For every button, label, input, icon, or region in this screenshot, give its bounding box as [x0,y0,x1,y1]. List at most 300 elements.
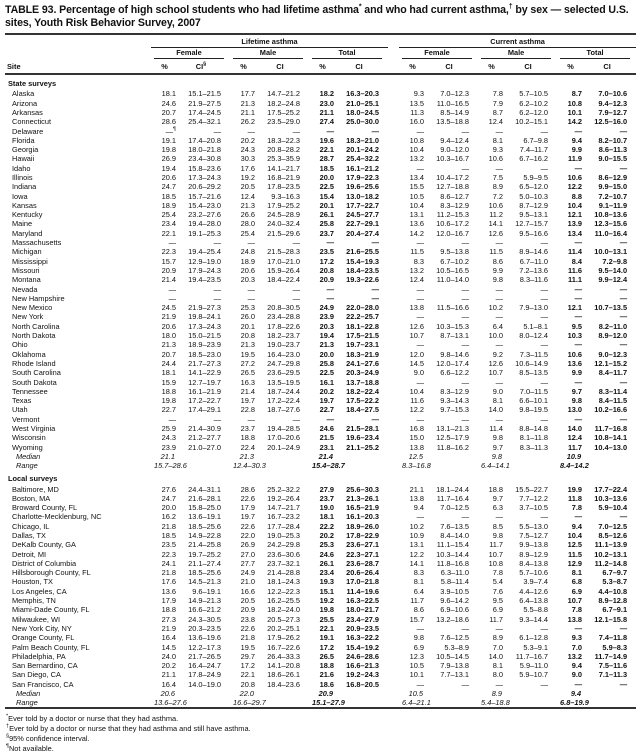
table-row [5,340,636,349]
percent-value: 10.7 [488,368,504,378]
current-total-header: Total [557,48,636,60]
column-spacer [388,559,399,568]
ci-value: 18.0–24.5 [346,107,380,117]
range-value: 12.4–30.3 [233,461,266,471]
percent-value: 19.0 [319,503,334,513]
ci-value: 14.5–21.3 [188,577,221,587]
percent-value: 23.1 [319,442,334,452]
ci-value: 8.9–14.6 [519,247,549,257]
ci-value: — [371,284,380,294]
column-spacer [388,164,399,173]
ci-value: 7.9–12.7 [598,107,628,117]
table-row [5,442,636,451]
percent-value: 26.9 [240,540,255,550]
ci-value: 23.6–30.6 [267,549,300,559]
range-value: 6.8–19.9 [560,698,589,708]
table-row [5,596,636,605]
percent-value: 24.6 [319,549,334,559]
ci-value: 19.1–25.3 [188,228,221,238]
table-row [5,173,636,182]
ci-value: 7.2–9.8 [602,256,628,266]
ci-value: — [213,284,221,294]
ci-value: 9.3–14.3 [440,396,470,406]
site-name: Baltimore, MD [12,484,59,494]
site-name: San Francisco, CA [12,679,74,689]
percent-value: 26.1 [319,558,334,568]
percent-value: 21.1 [161,670,176,680]
percent-value: 25.4 [240,228,255,238]
table-row [5,191,636,200]
percent-value: 26.5 [240,368,255,378]
percent-value: 26.2 [240,117,255,127]
percent-value: — [495,126,504,136]
ci-value: 15.4–23.0 [188,200,221,210]
summary-row-label: Range [16,698,38,708]
percent-value: 18.8 [488,484,504,494]
range-value: 8.3–16.8 [402,461,431,471]
percent-value: 13.6 [409,219,425,229]
percent-value: 14.0 [567,424,583,434]
ci-value: — [292,238,300,248]
percent-column-header: % [557,59,584,74]
percent-value: 8.3 [413,568,425,578]
ci-value: — [619,284,628,294]
ci-value: 19.0–23.7 [267,340,300,350]
percent-value: 12.6 [409,321,425,331]
ci-value: 18.5–25.6 [188,568,221,578]
percent-value: — [495,679,504,689]
ci-value: 5.3–9.1 [523,642,549,652]
percent-value: 13.6 [161,586,176,596]
percent-value: 16.1 [319,377,334,387]
percent-value: 13.4 [409,173,425,182]
ci-value: 17.7–22.4 [594,484,628,494]
percent-value: 19.5 [240,642,255,652]
percent-value: 21.5 [319,433,334,443]
ci-value: 18.0–21.8 [188,145,221,155]
ci-value: 11.8–16.2 [436,442,470,452]
ci-value: — [461,293,470,303]
percent-value: 22.1 [319,623,334,633]
ci-value: — [461,377,470,387]
summary-row [5,461,636,470]
ci-value: 17.3–24.3 [188,173,221,182]
percent-value: 8.6 [492,256,504,266]
percent-value: 18.5 [319,163,334,173]
percent-value: 11.5 [410,247,425,257]
asthma-prevalence-table [5,33,636,709]
ci-value: 16.1–21.2 [346,163,380,173]
percent-value: 27.0 [240,549,255,559]
median-value: 21.1 [160,451,175,461]
percent-value: 9.8 [492,530,504,540]
table-row [5,294,636,303]
ci-value: 11.2–15.3 [436,210,470,220]
table-row [5,405,636,414]
percent-value: 10.4 [409,386,425,396]
percent-value: — [247,414,255,424]
percent-value: 6.9 [413,642,425,652]
ci-value: — [371,126,380,136]
percent-value: — [574,340,583,350]
percent-value: 14.1 [409,558,425,568]
percent-value: 24.9 [319,303,334,313]
site-name: San Bernardino, CA [12,661,78,671]
percent-value: 10.5 [409,661,425,671]
ci-value: 9.1–11.9 [598,200,628,210]
percent-value: 20.9 [319,275,334,285]
ci-value: 17.2–22.7 [188,396,221,406]
ci-value: 5.9–11.0 [519,661,549,671]
table-row [5,266,636,275]
ci-value: — [619,414,628,424]
ci-value: — [619,623,628,633]
median-value: 10.9 [566,451,582,461]
percent-value: 18.5 [161,191,176,201]
ci-value: 21.6–25.5 [346,247,380,257]
ci-value: 24.1–27.6 [346,358,380,368]
percent-value: 21.3 [161,340,176,350]
percent-value: 25.8 [319,219,334,229]
column-spacer [388,405,399,414]
percent-value: 5.4 [492,577,504,587]
ci-value: 23.7–32.1 [267,558,300,568]
site-name: Los Angeles, CA [12,586,67,596]
percent-value: 9.0 [571,670,583,680]
column-spacer [388,698,399,708]
percent-value: 14.1 [488,219,504,229]
percent-value: 7.8 [571,503,583,513]
ci-value: 25.4–32.1 [188,117,221,127]
percent-value: — [495,293,504,303]
range-value: 16.6–29.7 [233,698,266,708]
ci-value: 17.0–21.8 [346,577,380,587]
site-name: Utah [12,405,28,415]
percent-value: — [574,679,583,689]
range-value: 6.4–14.1 [481,461,510,471]
percent-value: — [247,126,255,136]
column-spacer [388,670,399,679]
ci-value: 10.8–14.1 [594,433,628,443]
ci-value: — [619,312,628,322]
ci-value: 18.4–27.5 [346,405,380,415]
ci-value: 5.7–10.6 [519,568,549,578]
ci-value: 21.5–28.3 [267,247,300,257]
percent-value: — [495,340,504,350]
site-name: New Mexico [12,303,53,313]
ci-value: 7.7–12.2 [519,493,549,503]
column-spacer [388,350,399,359]
column-spacer [388,48,399,60]
percent-value: 19.4 [161,163,176,173]
percent-value: 13.1 [409,210,425,220]
ci-value: 6.7–9.7 [602,568,628,578]
ci-value: 8.4–11.5 [598,396,628,406]
footnote-marker: * [6,714,9,721]
percent-value: 26.1 [319,210,334,220]
ci-value: 23.6–28.7 [346,558,380,568]
site-name: Delaware [12,126,44,136]
ci-value: 7.0–12.3 [440,89,470,99]
column-spacer [388,191,399,200]
percent-value: 27.4 [319,117,334,127]
table-row [5,247,636,256]
ci-value: 9.9–15.0 [598,182,628,192]
table-row [5,605,636,614]
ci-value: 5.9–9.5 [523,173,549,182]
ci-value: 8.4–13.8 [519,558,549,568]
column-spacer [388,257,399,266]
percent-value: — [574,284,583,294]
percent-value: 10.8 [567,98,583,108]
percent-value: 9.4 [571,521,583,531]
ci-value: — [619,512,628,522]
ci-value: 22.2–25.7 [346,312,380,322]
ci-value: 7.9–13.8 [440,661,470,671]
ci-value: 14.1–21.7 [267,163,300,173]
ci-footnote-marker: § [203,61,207,68]
percent-value: 7.2 [492,191,504,201]
percent-value: 9.5 [571,321,583,331]
table-row [5,368,636,377]
percent-value: 21.1 [319,107,334,117]
percent-value: 11.3 [410,107,425,117]
percent-value: 21.8 [240,633,255,643]
percent-value: 7.8 [492,568,504,578]
site-name: Wisconsin [12,433,46,443]
percent-value: — [326,126,334,136]
lifetime-female-header: Female [151,48,230,60]
title-footnote-marker-dagger: † [508,3,513,11]
ci-value: — [371,414,380,424]
ci-value: 10.4–13.0 [594,442,628,452]
percent-value: 20.6 [161,173,176,182]
percent-value: 12.5 [567,540,583,550]
ci-value: 9.6–14.2 [440,596,470,606]
percent-value: 23.7 [319,228,334,238]
ci-value: 5.7–10.5 [519,89,549,99]
percent-value: 22.1 [319,145,334,155]
title-text: TABLE 93. Percentage of high school students who had lifetime asthma [5,4,359,16]
percent-value: — [495,284,504,294]
column-spacer [388,368,399,377]
percent-column-header: % [478,59,505,74]
percent-value: 16.6 [240,586,255,596]
ci-value: 25.6–30.3 [346,484,380,494]
ci-value: 8.7–12.9 [519,200,549,210]
table-row [5,433,636,442]
percent-value: 10.7 [409,331,425,341]
percent-value: 20.3 [240,275,255,285]
percent-value: — [416,512,425,522]
summary-row-label: Median [16,689,41,699]
percent-value: 10.6 [567,173,583,182]
table-row [5,424,636,433]
percent-value: — [495,163,504,173]
percent-value: — [326,293,334,303]
ci-value: 3.7–10.5 [519,503,549,513]
percent-value: 10.4 [409,145,425,155]
percent-value: 20.2 [319,530,334,540]
table-row [5,568,636,577]
percent-value: 11.2 [489,210,504,220]
ci-value: 14.9–21.3 [188,596,221,606]
percent-value: 17.9 [240,503,255,513]
site-name: Boston, MA [12,493,51,503]
column-spacer [388,522,399,531]
ci-value: 7.0–12.5 [598,521,628,531]
ci-value: 17.7–22.7 [346,200,380,210]
ci-value: 16.3–22.5 [346,596,380,606]
ci-value: 10.3–16.7 [436,154,470,164]
ci-value: 10.6–17.2 [436,219,470,229]
ci-value: 10.5–14.5 [436,651,470,661]
percent-value: 22.3 [161,247,176,257]
percent-value: — [574,312,583,322]
percent-value: 12.1 [567,210,583,220]
percent-value: 11.4 [568,247,583,257]
site-name: Georgia [12,145,39,155]
column-spacer [388,494,399,503]
percent-value: 22.0 [240,530,255,540]
ci-value: 9.5–13.8 [440,247,470,257]
percent-value: 11.5 [568,549,583,559]
percent-value: — [326,238,334,248]
ci-value: 8.4–11.7 [598,368,628,378]
ci-value: 15.5–22.7 [515,484,549,494]
ci-value: 6.9–10.6 [440,605,470,615]
percent-value: 13.2 [409,154,425,164]
percent-value: 21.0 [240,577,255,587]
ci-value: 21.5–28.1 [346,424,380,434]
percent-value: 12.1 [567,303,583,313]
percent-value: 19.8 [161,396,176,406]
percent-value: 11.4 [489,424,504,434]
current-male-header: Male [478,48,557,60]
percent-value: 24.6 [319,424,334,434]
percent-value: 9.8 [571,396,583,406]
percent-value: 19.3 [319,577,334,587]
percent-value: 19.9 [567,484,583,494]
table-row [5,89,636,98]
percent-value: 20.2 [319,386,334,396]
ci-value: 15.4–19.2 [346,642,380,652]
column-spacer [388,238,399,247]
ci-value: 8.1–11.8 [519,433,549,443]
table-row [5,577,636,586]
ci-value: 23.5–29.0 [267,117,300,127]
ci-value: 8.8–14.8 [519,424,549,434]
ci-value: — [213,293,221,303]
percent-value: 21.8 [161,521,176,531]
percent-value: 30.3 [240,154,255,164]
percent-value: — [574,414,583,424]
percent-value: — [416,293,425,303]
table-row [5,117,636,126]
ci-value: 9.6–19.1 [192,586,221,596]
ci-value: 10.5–16.5 [436,265,470,275]
percent-value: 12.4 [240,191,255,201]
ci-value: 18.9–23.9 [188,340,221,350]
footnote: *Ever told by a doctor or nurse that they had asthma. [6,714,179,724]
percent-value: 13.0 [567,405,583,415]
ci-value: 9.5–13.1 [519,210,549,220]
ci-value: 14.7–21.7 [267,503,300,513]
ci-value: 6.3–11.0 [440,568,470,578]
table-row [5,559,636,568]
percent-value: 22.5 [319,368,334,378]
site-name: West Virginia [12,424,56,434]
percent-value: 23.8 [240,614,255,624]
ci-value: 18.3–21.9 [346,349,380,359]
ci-value: 19.4–23.5 [188,275,221,285]
ci-value: 20.8–28.2 [267,145,300,155]
ci-value: 4.4–12.6 [519,586,549,596]
percent-value: 18.6 [319,679,334,689]
ci-value: 18.2–23.7 [267,331,300,341]
ci-value: 10.2–15.1 [515,117,549,127]
ci-value: 10.2–16.6 [594,405,628,415]
table-row [5,126,636,135]
ci-value: 8.9–12.9 [519,549,549,559]
percent-value: 13.2 [409,265,425,275]
percent-value: 21.3 [240,200,255,210]
ci-value: 22.0–28.0 [346,303,380,313]
ci-value: 16.7–22.6 [267,642,300,652]
site-name: Vermont [12,414,40,424]
footnote-marker: † [6,723,10,730]
percent-value: 15.9 [161,377,176,387]
percent-column-header: % [151,59,178,74]
percent-value: 21.6 [319,670,334,680]
percent-value: 7.8 [571,605,583,615]
percent-value: 18.8 [161,386,176,396]
percent-value: 24.3 [161,433,176,443]
percent-value: 21.4 [240,386,255,396]
ci-value: 7.4–11.8 [598,633,628,643]
site-name: Hawaii [12,154,35,164]
ci-value: 10.3–14.4 [436,549,470,559]
percent-value: 16.8 [409,424,425,434]
ci-value: 19.6–23.4 [346,433,380,443]
ci-value: 18.2–22.4 [346,386,380,396]
percent-value: 10.9 [409,530,425,540]
ci-value: — [461,238,470,248]
ci-value: 24.2–29.8 [267,540,300,550]
ci-value: 6.2–10.2 [519,98,549,108]
column-spacer [388,415,399,424]
site-name: Charlotte-Mecklenburg, NC [12,512,102,522]
site-name: Wyoming [12,442,43,452]
percent-value: — [247,284,255,294]
ci-value: 18.3–21.0 [346,135,380,145]
ci-value: 14.7–21.2 [267,89,300,99]
table-row [5,145,636,154]
ci-value: — [619,238,628,248]
percent-value: 11.7 [410,596,425,606]
ci-value: 12.1–15.8 [594,614,628,624]
site-name: Ohio [12,340,28,350]
ci-value: 24.3–30.5 [188,614,221,624]
range-value: 13.6–27.6 [154,698,187,708]
percent-value: 10.3 [567,331,583,341]
percent-value: 22.7 [319,405,334,415]
site-name: Philadelphia, PA [12,651,66,661]
percent-value: 10.2 [488,303,504,313]
range-value: 15.1–27.9 [312,698,345,708]
ci-value: 5.0–10.3 [519,191,549,201]
ci-value: 20.3–24.9 [346,368,380,378]
